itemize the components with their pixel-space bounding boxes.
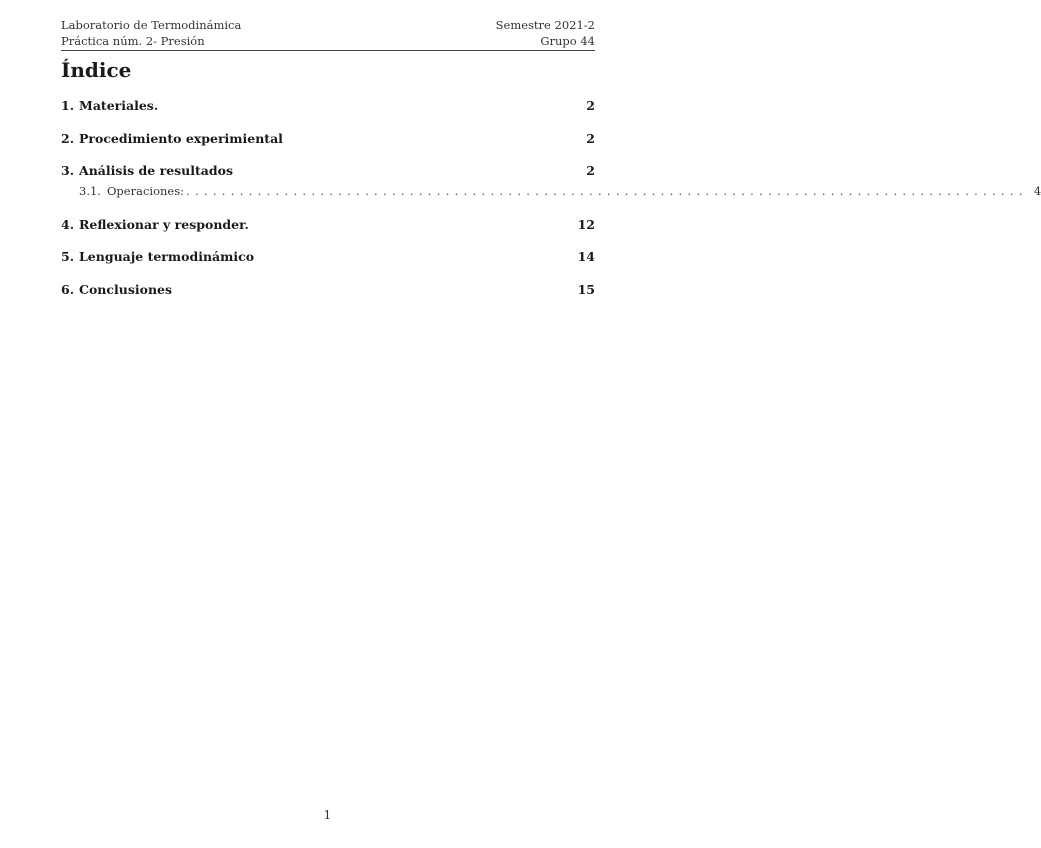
- header-row-1: [61, 18, 595, 34]
- toc-subentry-title: Operaciones:: [107, 184, 184, 198]
- page-header: [61, 18, 595, 49]
- toc-entry-reflexionar[interactable]: [61, 217, 595, 232]
- header-course: Laboratorio de Termodinámica: [61, 18, 242, 32]
- header-rule: [61, 50, 595, 51]
- toc-entry-title: Reflexionar y responder.: [79, 217, 249, 232]
- toc-entry-lenguaje[interactable]: [61, 249, 595, 264]
- toc-entry-number: 3.: [61, 163, 75, 178]
- header-row-2: [61, 34, 595, 50]
- toc-entry-page: 14: [577, 249, 595, 264]
- toc-subentry-operaciones[interactable]: [61, 184, 1041, 198]
- toc-entry-analisis[interactable]: [61, 163, 595, 178]
- toc-entry-materiales[interactable]: [61, 98, 595, 113]
- toc-entry-title: Conclusiones: [79, 282, 173, 297]
- toc-entry-page: 15: [577, 282, 595, 297]
- toc-entry-title: Procedimiento experimiental: [79, 131, 283, 146]
- toc-entry-conclusiones[interactable]: [61, 282, 595, 297]
- toc-entry-page: 2: [586, 131, 595, 146]
- toc-entry-number: 6.: [61, 282, 75, 297]
- toc-entry-title: Lenguaje termodinámico: [79, 249, 255, 264]
- page-number: 1: [323, 808, 332, 822]
- toc-title: Índice: [61, 58, 132, 82]
- header-group: Grupo 44: [540, 33, 595, 48]
- toc-entry-number: 5.: [61, 249, 75, 264]
- toc-entry-title: Materiales.: [79, 98, 159, 113]
- toc-entry-number: 4.: [61, 217, 75, 232]
- header-semester: Semestre 2021-2: [495, 18, 595, 32]
- toc-dot-leader: ..............................................................................................: [185, 184, 1028, 198]
- header-practice: Práctica núm. 2- Presión: [61, 33, 205, 48]
- toc-entry-page: 2: [586, 163, 595, 178]
- toc-entry-procedimiento[interactable]: [61, 131, 595, 146]
- toc-entry-number: 1.: [61, 98, 75, 113]
- toc-entry-page: 12: [577, 217, 595, 232]
- toc-entry-title: Análisis de resultados: [79, 163, 234, 178]
- toc-entry-page: 2: [586, 98, 595, 113]
- toc-entry-number: 2.: [61, 131, 75, 146]
- toc-subentry-page: 4: [1033, 184, 1041, 198]
- toc-subentry-number: 3.1.: [79, 184, 101, 198]
